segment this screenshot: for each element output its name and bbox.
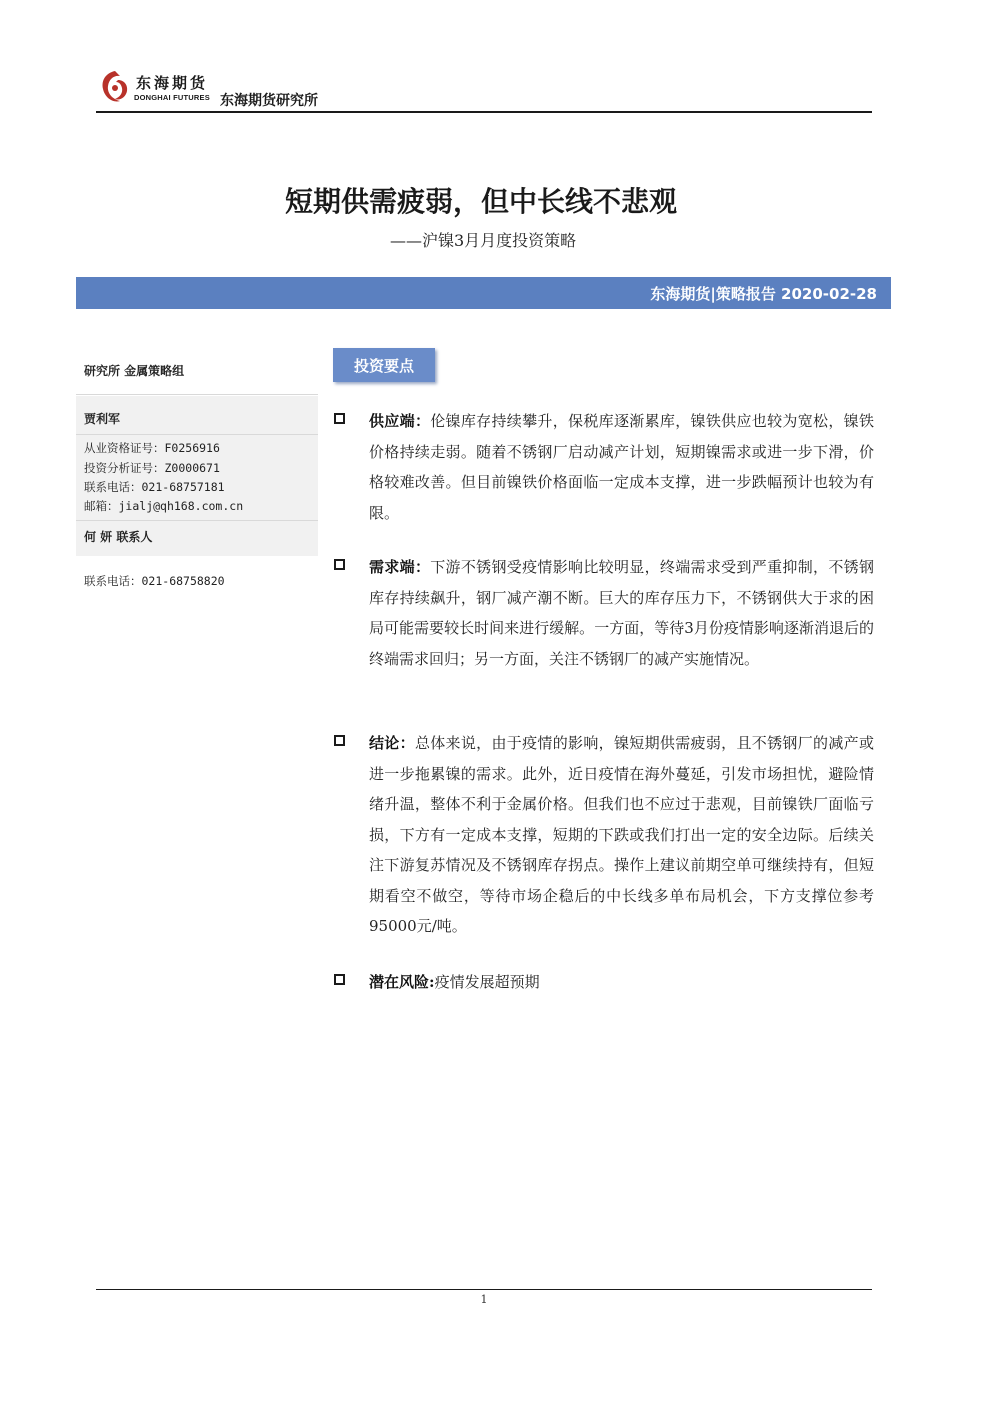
- key-point-text: 下游不锈钢受疫情影响比较明显，终端需求受到严重抑制，不锈钢库存持续飙升，钢厂减产潮不断。巨大的库存压力下，不锈钢供大于求的困局可能需要较长时间来进行缓解。一方面，等待3月份疫情影响逐渐消退后的终端需求回归；另一方面，关注不锈钢厂的减产实施情况。: [369, 558, 874, 668]
- key-point-paragraph: [369, 406, 874, 528]
- qualification-number: 从业资格证号：F0256916: [84, 441, 220, 455]
- banner-text: 东海期货|策略报告 2020-02-28: [650, 285, 877, 303]
- analysis-cert-number: 投资分析证号：Z0000671: [84, 461, 220, 475]
- sidebar-divider: [76, 520, 318, 521]
- sidebar-divider: [76, 434, 318, 435]
- page-number: 1: [480, 1293, 488, 1306]
- key-point-separator: ：: [399, 734, 415, 752]
- checkbox-bullet-icon: [334, 559, 345, 570]
- key-point-paragraph: [369, 552, 874, 674]
- key-point-separator: ：: [414, 558, 431, 576]
- contact-person: 何 妍 联系人: [84, 530, 153, 544]
- key-point-text: 伦镍库存持续攀升，保税库逐渐累库，镍铁供应也较为宽松，镍铁价格持续走弱。随着不锈钢厂启动减产计划，短期镍需求或进一步下滑，价格较难改善。但目前镍铁价格面临一定成本支撑，进一步跌幅预计也较为有限。: [369, 412, 874, 522]
- donghai-logo-icon: [98, 68, 132, 106]
- report-banner: [76, 277, 891, 309]
- key-point-paragraph: [369, 967, 874, 998]
- checkbox-bullet-icon: [334, 413, 345, 424]
- key-point-text: 总体来说，由于疫情的影响，镍短期供需疲弱，且不锈钢厂的减产或进一步拖累镍的需求。此外，近日疫情在海外蔓延，引发市场担忧，避险情绪升温，整体不利于金属价格。但我们也不应过于悲观，目前镍铁厂面临亏损，下方有一定成本支撑，短期的下跌或我们打出一定的安全边际。后续关注下游复苏情况及不锈钢库存拐点。操作上建议前期空单可继续持有，但短期看空不做空，等待市场企稳后的中长线多单布局机会，下方支撑位参考95000元/吨。: [369, 734, 874, 935]
- logo-english-name: DONGHAI FUTURES: [134, 93, 210, 102]
- key-point-separator: ：: [414, 412, 431, 430]
- header-divider: [96, 111, 872, 113]
- report-subtitle: ——沪镍3月月度投资策略: [390, 231, 577, 250]
- key-point-separator: :: [429, 973, 435, 991]
- logo-chinese-name: 东海期货: [136, 74, 209, 92]
- institute-name: 东海期货研究所: [220, 93, 318, 109]
- analyst-phone: 联系电话：021-68757181: [84, 480, 225, 494]
- department-label: 研究所 金属策略组: [84, 364, 185, 378]
- checkbox-bullet-icon: [334, 735, 345, 746]
- analyst-name: 贾利军: [84, 412, 121, 426]
- contact-phone: 联系电话：021-68758820: [84, 574, 225, 588]
- report-title: 短期供需疲弱，但中长线不悲观: [284, 185, 677, 218]
- footer-divider: [96, 1289, 872, 1290]
- sidebar-divider: [76, 394, 318, 395]
- analyst-email[interactable]: 邮箱：jialj@qh168.com.cn: [84, 499, 244, 513]
- key-points-heading-text: 投资要点: [353, 357, 414, 375]
- key-point-label: 需求端: [369, 558, 415, 576]
- key-point-paragraph: [369, 728, 874, 942]
- key-point-label: 结论: [369, 734, 400, 752]
- report-header: [96, 64, 872, 112]
- key-point-label: 潜在风险: [369, 973, 430, 991]
- key-points-heading: [333, 348, 435, 382]
- key-point-label: 供应端: [369, 412, 415, 430]
- key-point-text: 疫情发展超预期: [434, 973, 540, 991]
- checkbox-bullet-icon: [334, 974, 345, 985]
